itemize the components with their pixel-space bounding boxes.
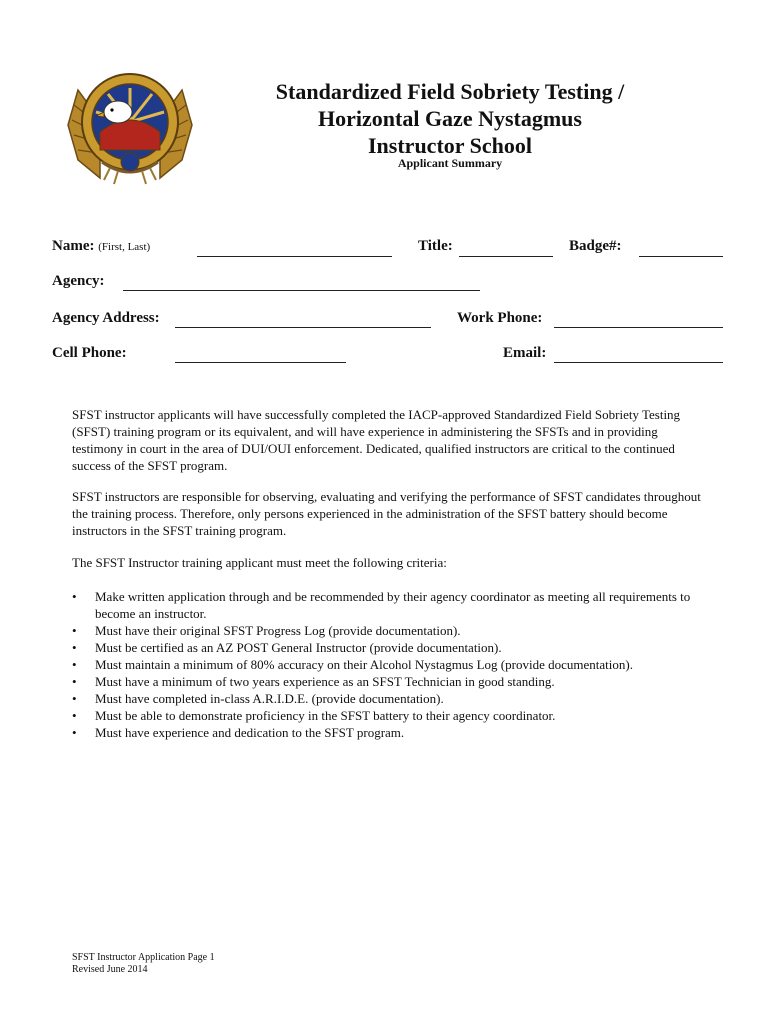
- agency-seal-logo: [60, 50, 200, 190]
- name-label: Name: (First, Last): [52, 238, 151, 254]
- bullet-icon: •: [72, 691, 77, 706]
- bullet-icon: •: [72, 640, 77, 655]
- title-line-3: Instructor School: [368, 133, 532, 158]
- bullet-icon: •: [72, 725, 77, 740]
- agency-label: Agency:: [52, 273, 105, 289]
- email-label: Email:: [503, 345, 547, 361]
- cell-phone-label: Cell Phone:: [52, 345, 127, 361]
- criteria-intro: The SFST Instructor training applicant must meet the following criteria:: [72, 555, 447, 570]
- list-item: • Must have completed in-class A.R.I.D.E. (provide documentation).: [72, 691, 444, 706]
- title-line-2: Horizontal Gaze Nystagmus: [318, 106, 582, 131]
- agency-field[interactable]: [123, 290, 480, 291]
- list-item: • Must maintain a minimum of 80% accuracy on their Alcohol Nystagmus Log (provide documentation).: [72, 657, 633, 672]
- title-line-1: Standardized Field Sobriety Testing /: [275, 79, 625, 104]
- bullet-icon: •: [72, 589, 77, 604]
- list-item: • Must have experience and dedication to the SFST program.: [72, 725, 405, 740]
- document-subtitle: Applicant Summary: [397, 156, 503, 170]
- document-title: [220, 78, 680, 159]
- name-hint: (First, Last): [98, 241, 151, 253]
- intro-paragraph: SFST instructor applicants will have successfully completed the IACP-approved Standardized Field Sobriety Testing (SFST) training program or its equivalent, and will have experience in administering the SFSTs and in providing testimony in court in the area of DUI/OUI enforcement. Dedicated, qualified instructors are critical to the continued success of the SFST program.: [72, 407, 681, 473]
- cell-phone-field[interactable]: [175, 362, 346, 363]
- list-item: • Make written application through and be recommended by their agency coordinator as meeting all requirements to become an instructor.: [72, 589, 691, 621]
- agency-address-field[interactable]: [175, 327, 431, 328]
- list-item: • Must have a minimum of two years experience as an SFST Technician in good standing.: [72, 674, 555, 689]
- agency-address-label: Agency Address:: [52, 310, 160, 326]
- eagle-seal-icon: [60, 50, 200, 190]
- email-field[interactable]: [554, 362, 723, 363]
- badge-field[interactable]: [639, 256, 723, 257]
- name-field[interactable]: [197, 256, 392, 257]
- bullet-icon: •: [72, 708, 77, 723]
- criteria-list: [72, 588, 712, 741]
- title-field[interactable]: [459, 256, 553, 257]
- list-item: • Must be able to demonstrate proficiency in the SFST battery to their agency coordinator.: [72, 708, 556, 723]
- work-phone-field[interactable]: [554, 327, 723, 328]
- badge-label: Badge#:: [569, 238, 622, 254]
- bullet-icon: •: [72, 623, 77, 638]
- bullet-icon: •: [72, 674, 77, 689]
- responsibility-paragraph: SFST instructors are responsible for observing, evaluating and verifying the performance of SFST candidates throughout the training process. Therefore, only persons experienced in the administration of the SFST battery should become instructors in the SFST training program.: [72, 489, 701, 538]
- footer-revision-date: Revised June 2014: [72, 964, 148, 975]
- bullet-icon: •: [72, 657, 77, 672]
- list-item: • Must have their original SFST Progress Log (provide documentation).: [72, 623, 461, 638]
- footer-page-label: SFST Instructor Application Page 1: [72, 952, 215, 963]
- title-label: Title:: [418, 238, 453, 254]
- work-phone-label: Work Phone:: [457, 310, 543, 326]
- list-item: • Must be certified as an AZ POST General Instructor (provide documentation).: [72, 640, 502, 655]
- page-footer: [72, 952, 215, 976]
